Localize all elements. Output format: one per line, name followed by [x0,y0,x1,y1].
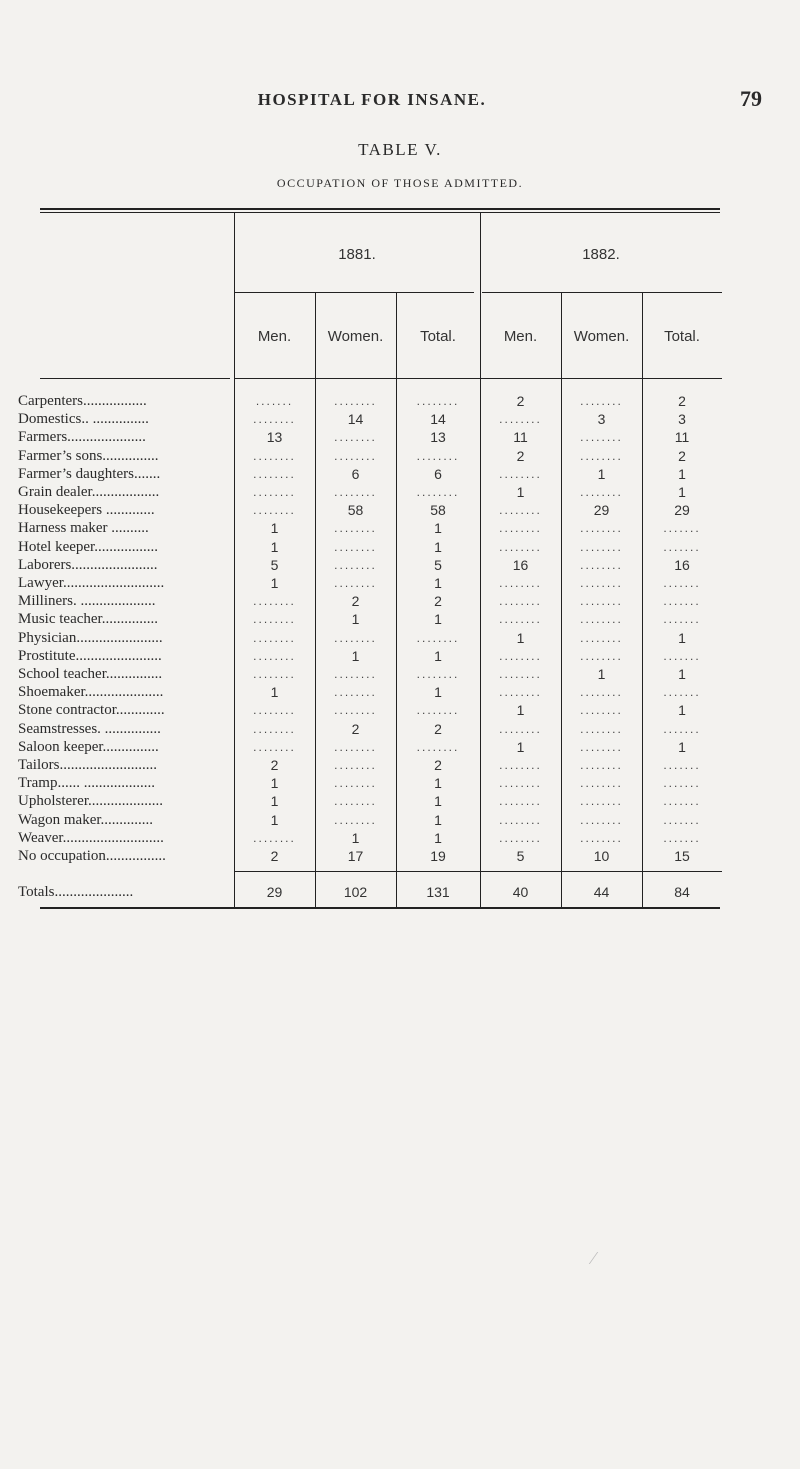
bottom-rule [40,907,720,909]
table-cell: ........ [416,485,460,499]
table-cell: ........ [499,794,542,809]
table-cell: 1 [434,811,442,828]
table-cell: ........ [580,739,623,754]
row-label: Weaver........................... [18,829,164,846]
row-label: Wagon maker.............. [18,811,154,828]
pencil-mark: ⁄ [592,1248,596,1268]
row-label: Tramp...... ................... [18,775,155,792]
table-cell: ........ [580,576,623,590]
table-cell: 1 [516,484,525,500]
table-subtitle: OCCUPATION OF THOSE ADMITTED. [276,176,524,190]
table-cell: ........ [580,612,623,627]
running-title: HOSPITAL FOR INSANE. [257,90,487,109]
row-label: School teacher............... [18,666,163,682]
table-cell: 1 [678,702,686,719]
subheader-men-1882: Men. [503,328,538,345]
table-cell: ........ [580,758,623,772]
table-cell: ........ [253,721,296,736]
totals-label: Totals..................... [18,884,134,901]
table-cell: 14 [347,411,364,428]
table-cell: ........ [580,557,623,572]
table-cell: 1 [351,611,360,628]
table-cell: ........ [499,594,542,609]
table-cell: ........ [253,612,296,627]
top-rule-thin [40,212,720,213]
table-cell: ........ [499,776,542,791]
table-cell: 6 [351,465,360,482]
table-cell: ........ [334,485,377,499]
row-label: Grain dealer.................. [18,484,160,500]
table-cell: ........ [416,448,460,463]
column-line [561,292,562,907]
table-cell: 1 [516,702,525,719]
table-cell: 2 [434,720,442,737]
table-cell: 1 [270,684,279,701]
table-cell: ........ [580,594,623,609]
table-cell: ........ [253,667,296,681]
table-cell: 1 [270,811,279,828]
table-cell: ....... [663,721,701,736]
subheader-men-1881: Men. [257,328,292,345]
table-cell: ........ [416,739,460,754]
table-cell: ........ [580,521,623,536]
row-label: Physician....................... [18,629,163,646]
table-cell: ........ [334,776,377,791]
table-cell: ....... [663,521,701,536]
totals-top-rule [234,871,722,872]
year-header-1881: 1881. [338,246,376,263]
table-cell: 5 [516,848,525,864]
table-cell: 1 [678,666,686,682]
subheader-total-1882: Total. [664,328,700,345]
table-cell: ........ [253,648,296,663]
table-cell: ........ [334,794,377,809]
row-label: Carpenters................. [18,393,147,409]
table-cell: 1 [434,575,442,591]
table-cell: 1 [434,647,442,664]
table-cell: 2 [270,848,279,864]
table-cell: ........ [499,685,542,700]
table-cell: 2 [516,447,525,464]
totals-cell: 40 [512,884,529,901]
subheader-women-1881: Women. [327,328,384,345]
table-cell: 1 [678,629,686,646]
table-cell: 2 [270,757,279,773]
table-cell: ........ [580,485,623,499]
row-label: Milliners. .................... [18,593,156,610]
table-cell: 17 [347,848,364,864]
table-cell: ....... [663,594,701,609]
table-cell: 2 [434,757,442,773]
table-cell: 1 [678,484,686,500]
table-cell: ........ [499,521,542,536]
header-bottom-rule-left [40,378,230,379]
table-cell: ........ [253,448,296,463]
table-cell: ........ [253,466,296,481]
table-cell: ........ [499,539,542,554]
table-cell: ........ [580,830,623,845]
row-label: Farmer’s sons............... [18,447,159,464]
table-cell: ........ [334,685,377,700]
table-cell: ........ [580,394,623,408]
row-label: Shoemaker..................... [18,684,164,701]
table-cell: 19 [430,848,446,864]
subheader-women-1882: Women. [573,328,630,345]
table-cell: ........ [580,721,623,736]
table-cell: 1 [270,793,279,810]
table-cell: 2 [678,447,686,464]
table-cell: ........ [253,703,296,718]
table-cell: ........ [253,830,296,845]
table-cell: 1 [678,738,686,755]
table-cell: ........ [253,503,296,518]
table-cell: ........ [499,576,542,590]
table-cell: ........ [253,594,296,609]
table-cell: 1 [516,738,525,755]
table-cell: 15 [674,848,690,864]
table-cell: ........ [334,739,377,754]
table-cell: 1 [270,538,279,555]
table-cell: 16 [674,556,690,573]
table-cell: ........ [416,394,460,408]
table-cell: ........ [334,758,377,772]
table-cell: 58 [430,502,446,519]
table-cell: 1 [270,775,279,792]
year-rule-1882 [482,292,722,293]
table-cell: ....... [663,576,701,590]
table-cell: ........ [334,430,377,445]
table-cell: ........ [334,576,377,590]
table-cell: 1 [351,829,360,846]
table-cell: ........ [499,648,542,663]
column-line [234,212,235,907]
table-cell: ........ [499,830,542,845]
table-title: TABLE V. [358,140,442,159]
totals-cell: 102 [343,884,368,901]
table-cell: 2 [434,593,442,610]
table-cell: ........ [253,412,296,427]
row-label: Prostitute....................... [18,647,162,664]
row-label: Seamstresses. ............... [18,720,161,737]
table-cell: ........ [580,648,623,663]
table-cell: ........ [580,776,623,791]
table-cell: 58 [347,502,364,519]
table-cell: 29 [593,502,610,519]
table-cell: ........ [499,503,542,518]
table-cell: 1 [270,520,279,537]
row-label: Domestics.. ............... [18,411,149,428]
table-cell: 1 [434,775,442,792]
table-cell: ........ [499,667,542,681]
row-label: Music teacher............... [18,611,158,628]
row-label: Stone contractor............. [18,702,165,719]
table-cell: ........ [416,630,460,645]
table-cell: 5 [270,556,279,573]
year-rule-1881 [234,292,474,293]
table-cell: ....... [663,612,701,627]
table-cell: 3 [597,411,606,428]
table-cell: 1 [270,575,279,591]
totals-cell: 29 [266,884,283,901]
table-cell: 11 [513,429,528,446]
table-cell: ........ [334,448,377,463]
table-cell: 1 [434,793,442,810]
table-cell: 16 [512,556,529,573]
table-cell: ........ [499,412,542,427]
table-cell: 10 [593,848,610,864]
table-cell: 6 [434,465,442,482]
table-cell: ........ [580,448,623,463]
row-label: Lawyer........................... [18,575,165,591]
table-cell: 2 [351,593,360,610]
table-cell: 5 [434,556,442,573]
table-cell: 1 [351,647,360,664]
table-cell: ....... [255,394,294,408]
table-cell: 1 [434,829,442,846]
column-line [480,212,481,907]
row-label: Laborers....................... [18,556,158,573]
top-rule [40,208,720,210]
table-cell: ....... [663,794,701,809]
table-cell: ....... [663,648,701,663]
table-cell: ........ [580,703,623,718]
table-cell: ........ [416,667,460,681]
column-line [315,292,316,907]
table-cell: ........ [499,812,542,827]
row-label: Housekeepers ............. [18,502,155,519]
column-line [642,292,643,907]
row-label: Saloon keeper............... [18,738,159,755]
subheader-total-1881: Total. [420,328,456,345]
table-cell: ........ [334,521,377,536]
table-cell: 1 [597,465,606,482]
table-cell: ....... [663,830,701,845]
table-cell: ........ [334,394,377,408]
table-cell: ....... [663,685,701,700]
table-cell: ....... [663,776,701,791]
table-cell: ........ [253,630,296,645]
table-cell: ........ [580,794,623,809]
table-cell: ........ [580,685,623,700]
table-cell: ....... [663,812,701,827]
table-cell: ........ [253,485,296,499]
table-cell: 3 [678,411,686,428]
row-label: Farmers..................... [18,429,146,446]
table-cell: 1 [597,666,606,682]
table-cell: 2 [678,393,686,409]
row-label: Tailors.......................... [18,757,157,773]
totals-cell: 44 [593,884,610,901]
table-cell: ........ [334,703,377,718]
table-cell: ........ [580,812,623,827]
totals-cell: 131 [426,884,450,901]
table-cell: 29 [674,502,690,519]
table-cell: ........ [334,557,377,572]
table-cell: ........ [580,430,623,445]
table-cell: ........ [416,703,460,718]
table-cell: 2 [516,393,525,409]
table-cell: 1 [678,465,686,482]
table-cell: 1 [434,611,442,628]
running-head [0,72,800,111]
table-cell: ....... [663,539,701,554]
table-cell: ........ [499,758,542,772]
totals-cell: 84 [674,884,690,901]
row-label: Farmer’s daughters....... [18,465,161,482]
table-cell: ........ [580,539,623,554]
page-number: 79 [740,86,762,111]
row-label: Hotel keeper................. [18,538,158,555]
table-cell: ........ [334,539,377,554]
table-cell: 14 [430,411,446,428]
table-cell: 1 [434,520,442,537]
table-cell: 13 [430,429,446,446]
table-cell: 1 [516,629,525,646]
table-cell: ........ [499,721,542,736]
table-cell: 1 [434,684,442,701]
row-label: Upholsterer.................... [18,793,163,810]
table-cell: 13 [266,429,283,446]
table-cell: ........ [334,667,377,681]
table-cell: 1 [434,538,442,555]
table-cell: ........ [334,812,377,827]
table-cell: ....... [663,758,701,772]
table-cell: 11 [674,429,690,446]
header-bottom-rule [234,378,722,379]
table-cell: ........ [253,739,296,754]
table-cell: 2 [351,720,360,737]
table-cell: ........ [499,466,542,481]
table-cell: ........ [334,630,377,645]
column-line [396,292,397,907]
year-header-1882: 1882. [582,246,620,263]
table-cell: ........ [499,612,542,627]
row-label: Harness maker .......... [18,520,149,537]
table-cell: ........ [580,630,623,645]
row-label: No occupation................ [18,848,166,864]
